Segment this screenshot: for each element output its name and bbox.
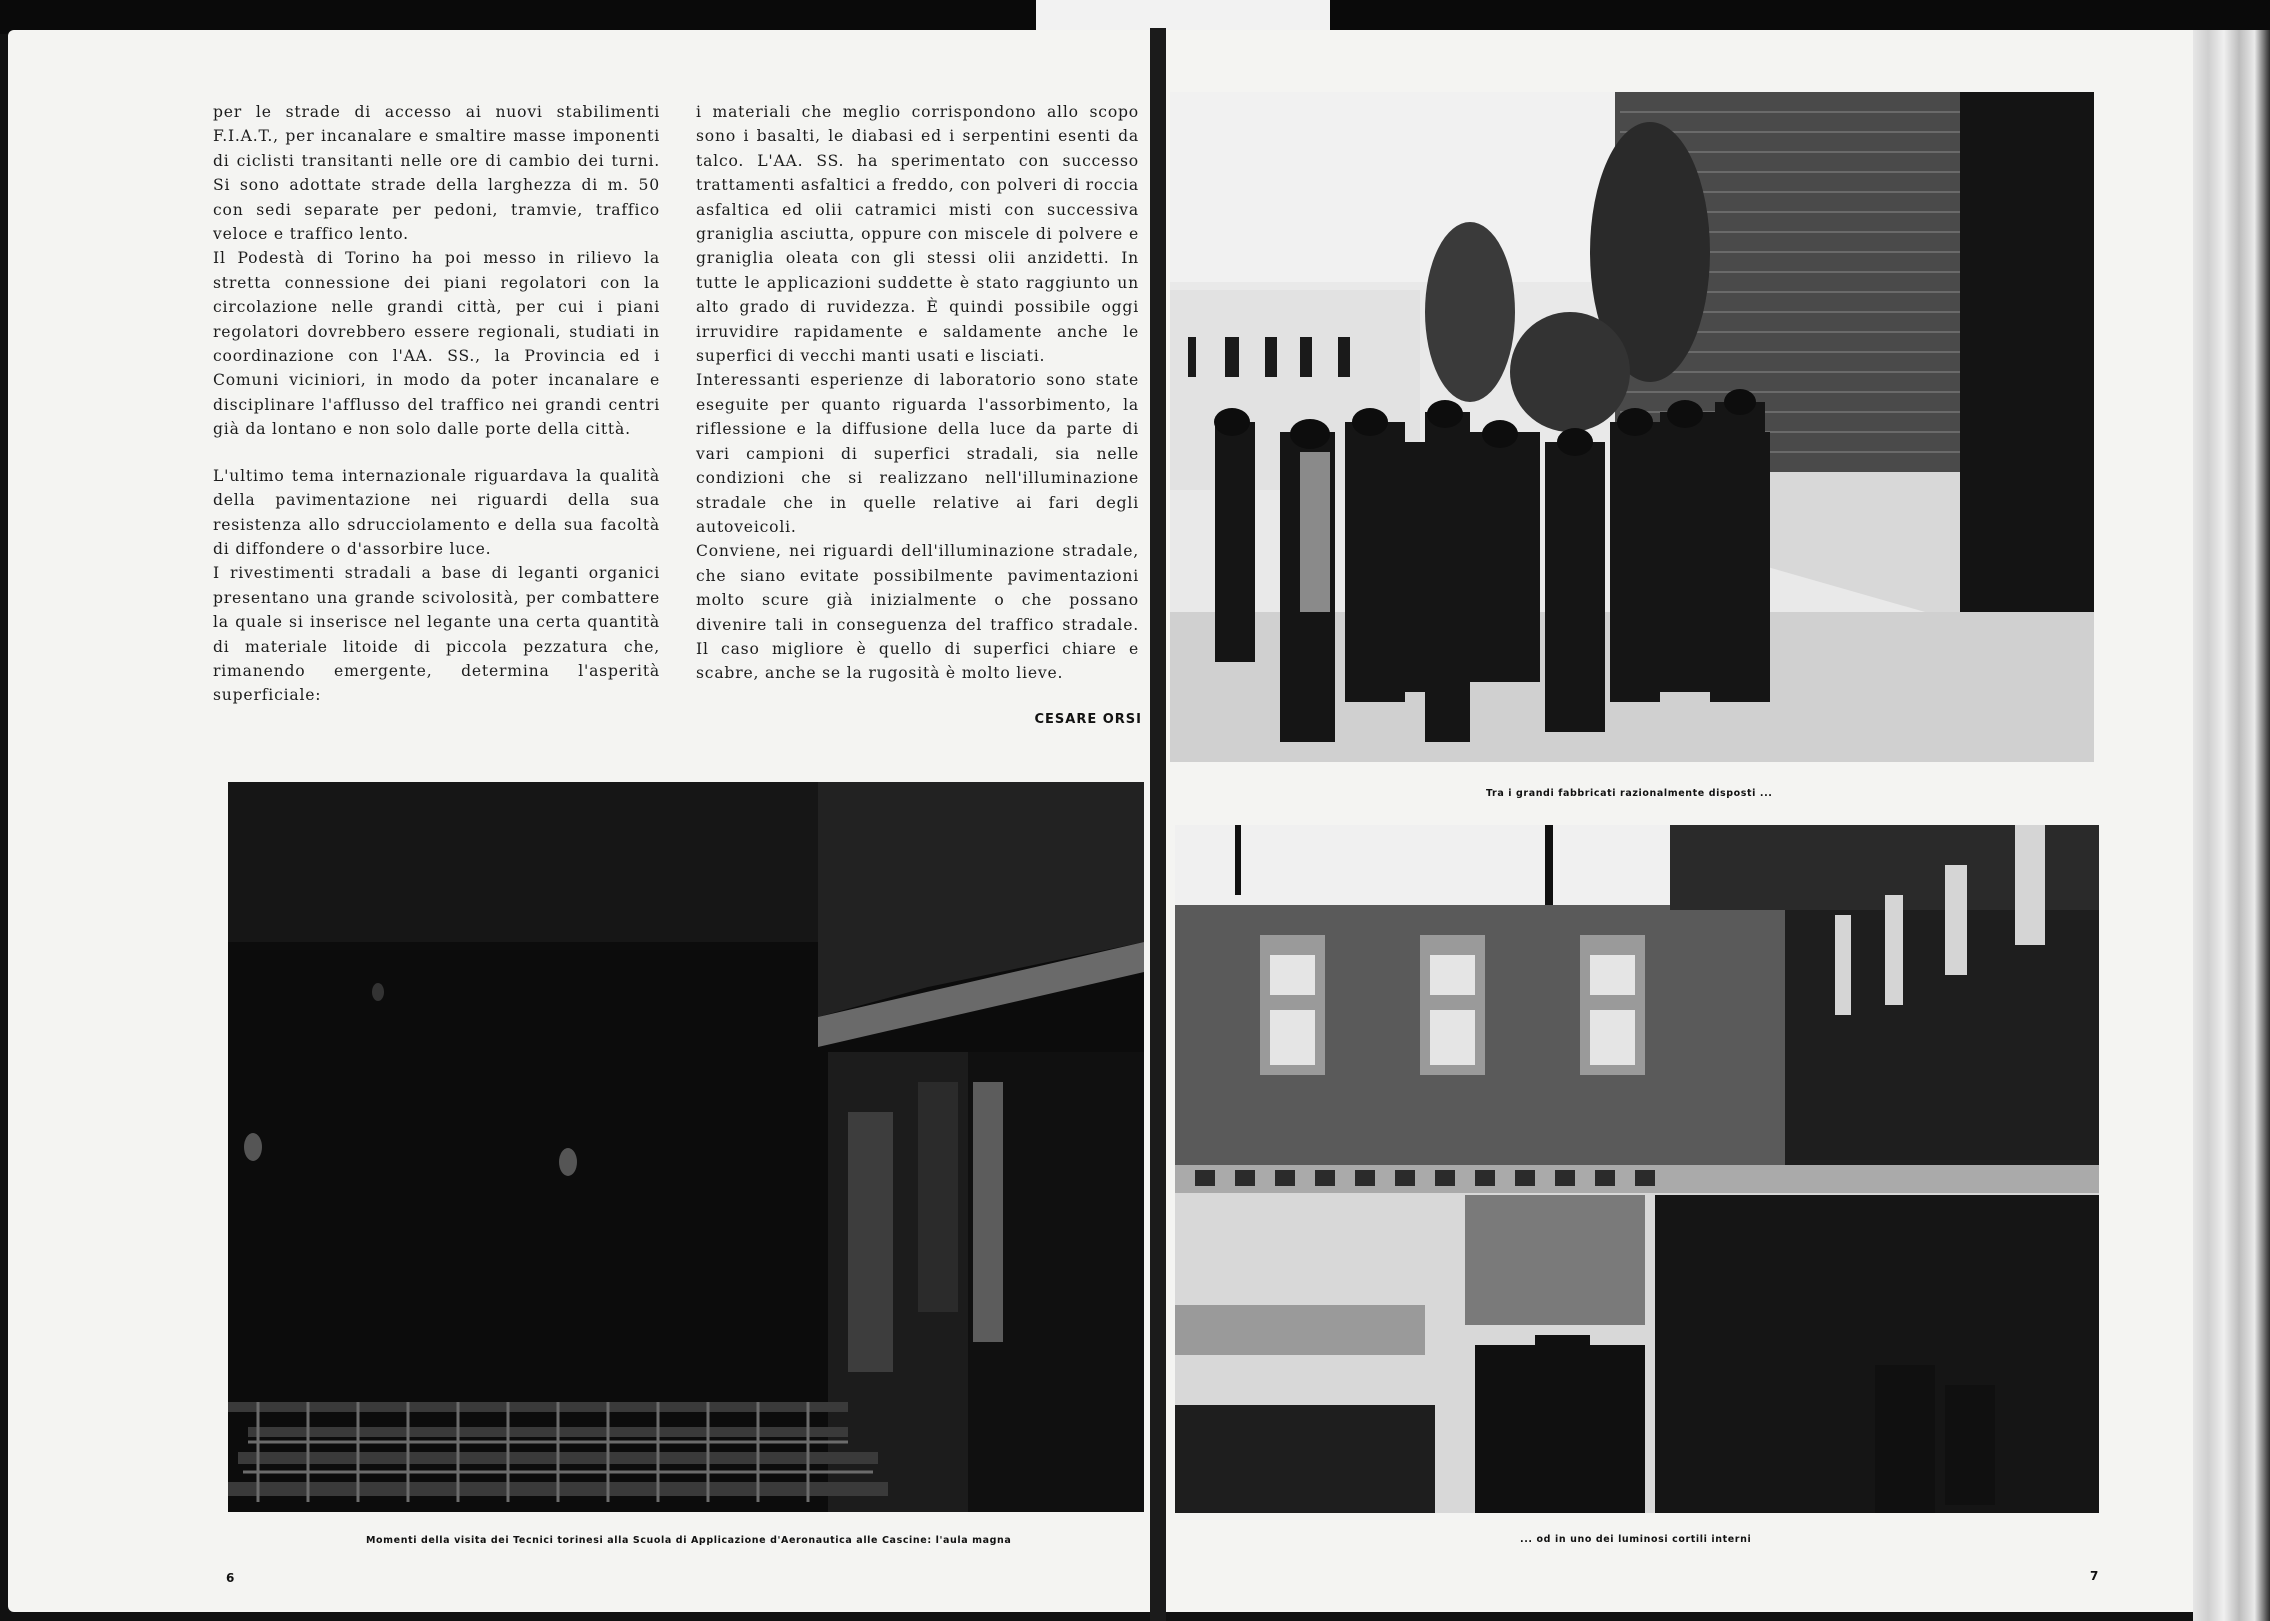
- author-signature: CESARE ORSI: [1034, 712, 1142, 727]
- paragraph: per le strade di accesso ai nuovi stabilimenti F.I.A.T., per incanalare e smaltire masse imponenti di ciclisti transitanti nelle ore di cambio dei turni. Si sono adottate strade della larghezza di m. 50 con sedi separate per pedoni, tramvie, traffico veloce e traffico lento.: [213, 103, 660, 244]
- photo-caption-bottom: ... od in uno dei luminosi cortili interni: [1520, 1534, 1752, 1545]
- photo-visitors-group: [1170, 92, 2094, 762]
- photo-caption-left: Momenti della visita dei Tecnici torinesi alla Scuola di Applicazione d'Aeronautica alle Cascine: l'aula magna: [366, 1535, 1012, 1546]
- text-column-2: [696, 100, 1139, 686]
- paragraph: I rivestimenti stradali a base di leganti organici presentano una grande scivolosità, per combattere la quale si inserisce nel legante una certa quantità di materiale litoide di piccola pezzatura che, rimanendo emergente, determina l'asperità superficiale:: [213, 564, 660, 705]
- photo-aula-magna: [228, 782, 1144, 1512]
- photo-courtyard: [1175, 825, 2099, 1513]
- page-edge-stack: [2193, 30, 2270, 1621]
- aula-magna-image: [228, 782, 1144, 1512]
- scanner-top-gap: [1036, 0, 1330, 30]
- paragraph: Interessanti esperienze di laboratorio sono state eseguite per quanto riguarda l'assorbimento, la riflessione e la diffusione della luce da parte di vari campioni di superfici stradali, sia nelle condizioni che si realizzano nell'illuminazione stradale che in quelle relative ai fari degli autoveicoli.: [696, 371, 1139, 536]
- page-number-left: 6: [226, 1571, 235, 1585]
- photo-caption-top: Tra i grandi fabbricati razionalmente disposti ...: [1486, 788, 1773, 799]
- courtyard-image: [1175, 825, 2099, 1513]
- page-number-right: 7: [2090, 1569, 2099, 1583]
- visitors-group-image: [1170, 92, 2094, 762]
- paragraph: Il Podestà di Torino ha poi messo in rilievo la stretta connessione dei piani regolatori con la circolazione nelle grandi città, per cui i piani regolatori dovrebbero essere regionali, studiati in coordinazione con l'AA. SS., la Provincia ed i Comuni viciniori, in modo da poter incanalare e disciplinare l'afflusso del traffico nei grandi centri già da lontano e non solo dalle porte della città.: [213, 249, 660, 439]
- paragraph: Conviene, nei riguardi dell'illuminazione stradale, che siano evitate possibilmente pavimentazioni molto scure già inizialmente o che possano divenire tali in conseguenza del traffico stradale. Il caso migliore è quello di superfici chiare e scabre, anche se la rugosità è molto lieve.: [696, 542, 1139, 683]
- paragraph: L'ultimo tema internazionale riguardava la qualità della pavimentazione nei riguardi della sua resistenza allo sdrucciolamento e della sua facoltà di diffondere o d'assorbire luce.: [213, 466, 660, 558]
- book-spine: [1150, 28, 1166, 1621]
- paragraph: i materiali che meglio corrispondono allo scopo sono i basalti, le diabasi ed i serpentini esenti da talco. L'AA. SS. ha sperimentato con successo trattamenti asfaltici a freddo, con polveri di roccia asfaltica ed olii catramici misti con successiva graniglia asciutta, oppure con miscele di polvere e graniglia oleata con gli stessi olii anzidetti. In tutte le applicazioni suddette è stato raggiunto un alto grado di ruvidezza. È quindi possibile oggi irruvidire rapidamente e saldamente anche le superfici di vecchi manti usati e lisciati.: [696, 103, 1139, 366]
- text-column-1: [213, 100, 660, 708]
